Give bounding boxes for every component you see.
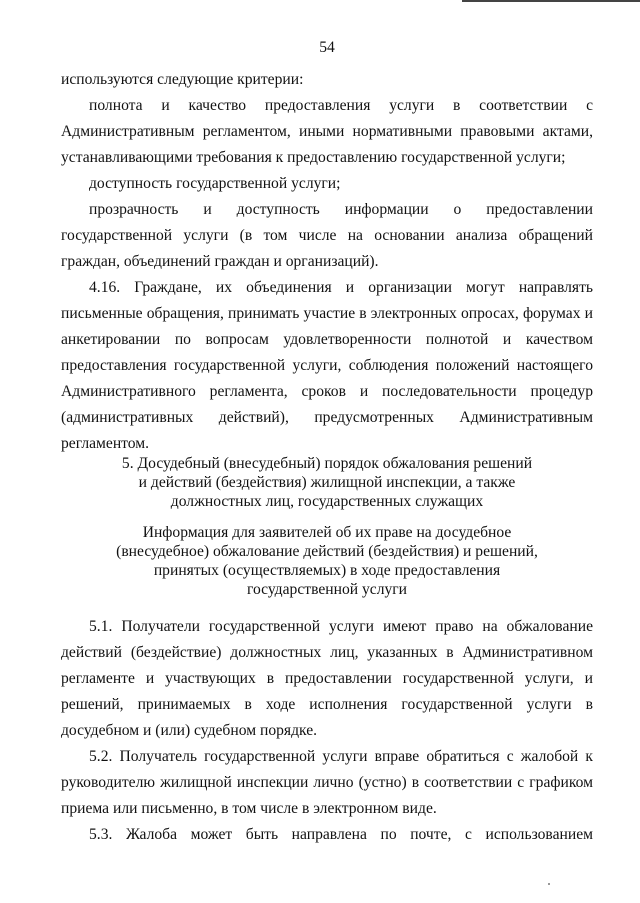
section-heading-line: и действий (бездействия) жилищной инспекции, а также bbox=[138, 474, 516, 491]
scan-speck bbox=[548, 883, 550, 885]
section-heading-line: должностных лиц, государственных служащих bbox=[170, 493, 484, 510]
paragraph-4-16: 4.16. Граждане, их объединения и организации могут направлять письменные обращения, принимать участие в электронных опросах, форумах и анкетировании по вопросам удовлетворенности полнотой и качеством предоставления государственной услуги, соблюдения положений настоящего Административного регламента, сроков и последовательности процедур (административных действий), предусмотренных Административным регламентом. bbox=[61, 279, 593, 452]
top-edge-rule bbox=[462, 0, 640, 2]
paragraph-criterion-availability: доступность государственной услуги; bbox=[89, 175, 341, 192]
page-number: 54 bbox=[319, 39, 335, 56]
paragraph-5-1: 5.1. Получатели государственной услуги имеют право на обжалование действий (бездействие) должностных лиц, указанных в Административном регламенте и участвующих в предоставлении государственной услуги, и решений, принимаемых в ходе исполнения государственной услуги в досудебном и (или) судебном порядке. bbox=[61, 618, 593, 739]
subsection-heading-line: принятых (осуществляемых) в ходе предоставления bbox=[153, 562, 501, 579]
paragraph-5-3: 5.3. Жалоба может быть направлена по почте, с использованием bbox=[89, 826, 593, 843]
subsection-heading-line: (внесудебное) обжалование действий (бездействия) и решений, bbox=[116, 543, 538, 560]
section-5-heading bbox=[61, 454, 593, 511]
section-5-body bbox=[61, 614, 593, 848]
subsection-heading bbox=[61, 523, 593, 599]
paragraph-criteria-intro: используются следующие критерии: bbox=[61, 71, 304, 88]
paragraph-criterion-transparency: прозрачность и доступность информации о предоставлении государственной услуги (в том числе на основании анализа обращений граждан, объединений граждан и организаций). bbox=[61, 201, 593, 270]
subsection-heading-line: государственной услуги bbox=[246, 581, 408, 598]
criteria-block bbox=[61, 67, 593, 457]
paragraph-criterion-completeness: полнота и качество предоставления услуги в соответствии с Административным регламентом, иными нормативными правовыми актами, устанавливающими требования к предоставлению государственной услуги; bbox=[61, 97, 593, 166]
subsection-heading-line: Информация для заявителей об их праве на досудебное bbox=[142, 524, 512, 541]
section-heading-line: 5. Досудебный (внесудебный) порядок обжалования решений bbox=[121, 455, 533, 472]
paragraph-5-2: 5.2. Получатель государственной услуги вправе обратиться с жалобой к руководителю жилищной инспекции лично (устно) в соответствии с графиком приема или письменно, в том числе в электронном виде. bbox=[61, 748, 593, 817]
